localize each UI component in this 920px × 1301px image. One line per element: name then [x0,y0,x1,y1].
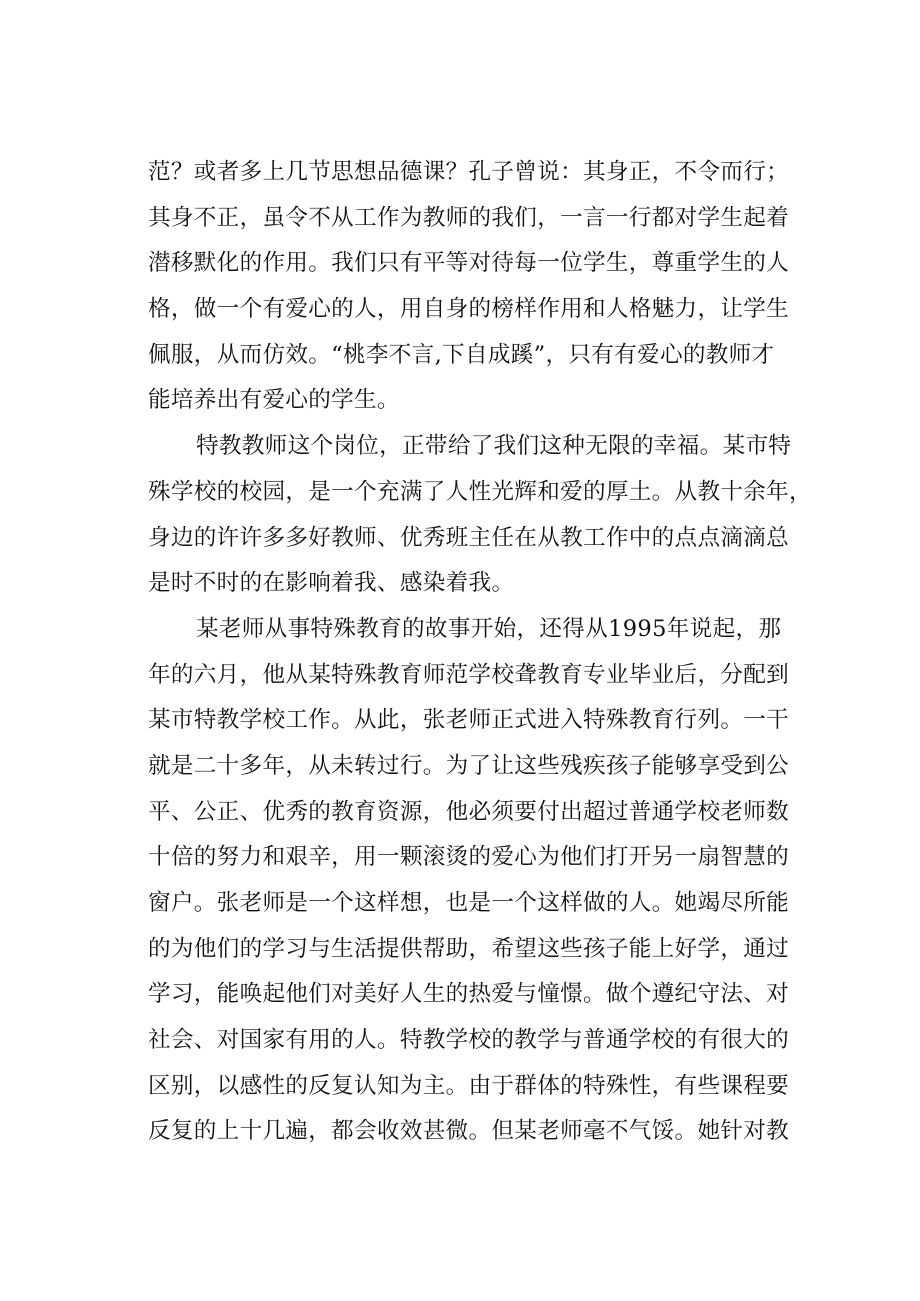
text-line: 窗户。张老师是一个这样想，也是一个这样做的人。她竭尽所能 [148,890,790,916]
text-line: 其身不正，虽令不从工作为教师的我们，一言一行都对学生起着 [148,204,790,231]
text-line: 的为他们的学习与生活提供帮助，希望这些孩子能上好学，通过 [148,935,790,962]
text-line: 某市特教学校工作。从此，张老师正式进入特殊教育行列。一干 [148,707,790,734]
text-line: 年的六月，他从某特殊教育师范学校聋教育专业毕业后，分配到 [148,661,790,688]
text-line: 平、公正、优秀的教育资源，他必须要付出超过普通学校老师数 [148,798,790,825]
document-body [148,150,812,1155]
text-line: 区别，以感性的反复认知为主。由于群体的特殊性，有些课程要 [148,1072,790,1099]
paragraph-start-line: 特教教师这个岗位，正带给了我们这种无限的幸福。某市特 [196,433,792,460]
text-line: 反复的上十几遍，都会收效甚微。但某老师毫不气馁。她针对教 [148,1118,790,1145]
text-line: 范？或者多上几节思想品德课？孔子曾说：其身正，不令而行； [148,159,790,185]
paragraph-start-line: 某老师从事特殊教育的故事开始，还得从1995年说起，那 [196,615,782,642]
text-line: 是时不时的在影响着我、感染着我。 [148,570,515,597]
text-line: 学习，能唤起他们对美好人生的热爱与憧憬。做个遵纪守法、对 [148,981,790,1008]
text-line: 能培养出有爱心的学生。 [148,387,400,414]
text-line: 十倍的努力和艰辛，用一颗滚烫的爱心为他们打开另一扇智慧的 [148,844,790,871]
text-line: 佩服，从而仿效。“桃李不言,下自成蹊”，只有有爱心的教师才 [148,341,775,368]
text-line: 格，做一个有爱心的人，用自身的榜样作用和人格魅力，让学生 [148,296,790,323]
text-line: 就是二十多年，从未转过行。为了让这些残疾孩子能够享受到公 [148,752,790,779]
text-line: 潜移默化的作用。我们只有平等对待每一位学生，尊重学生的人 [148,250,790,277]
text-line: 社会、对国家有用的人。特教学校的教学与普通学校的有很大的 [148,1027,790,1054]
text-line: 身边的许许多多好教师、优秀班主任在从教工作中的点点滴滴总 [148,524,790,551]
text-line: 殊学校的校园，是一个充满了人性光辉和爱的厚土。从教十余年， [148,478,812,505]
